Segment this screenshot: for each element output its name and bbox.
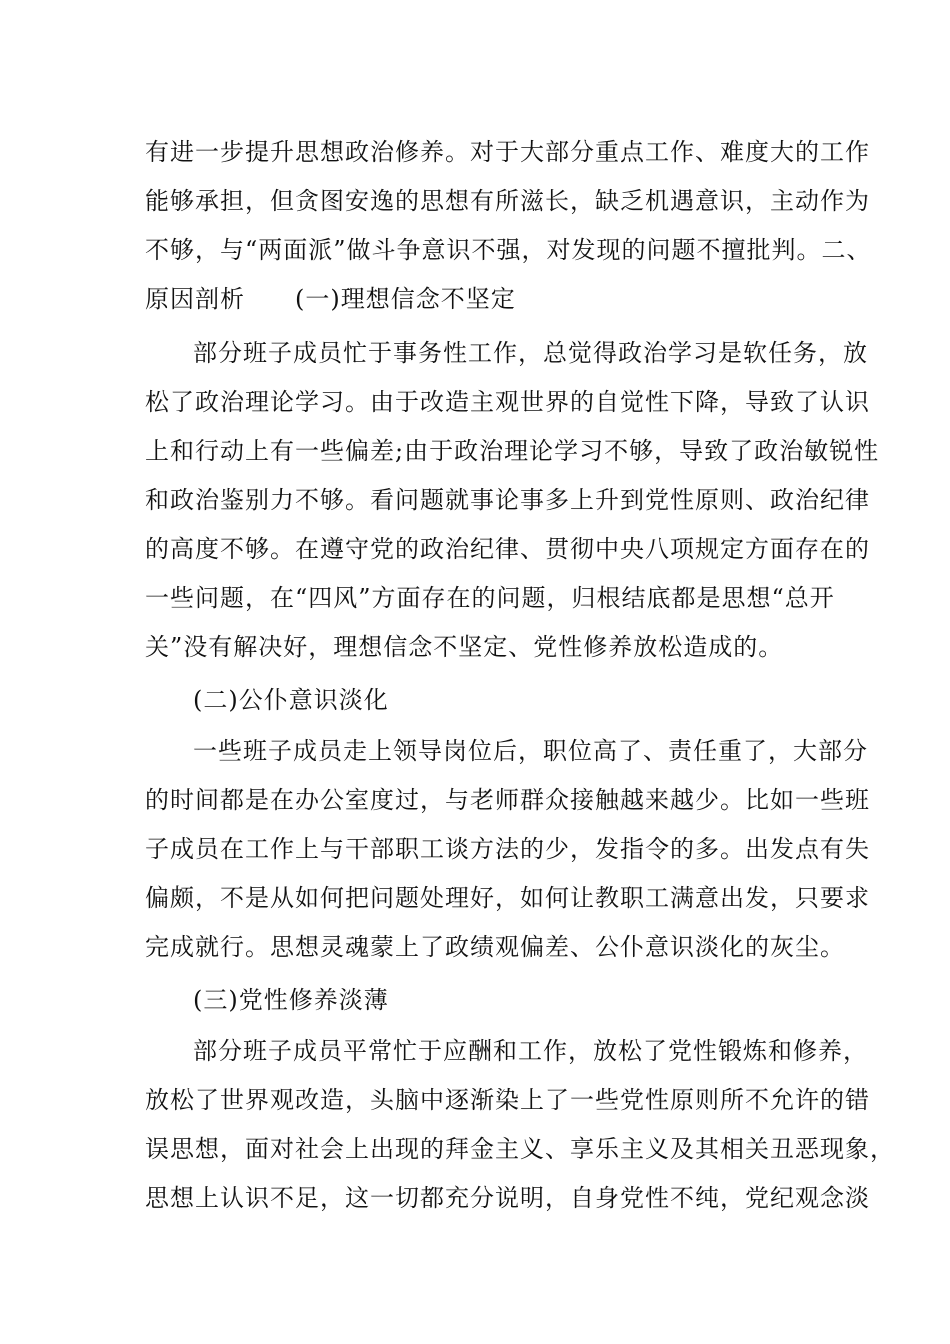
- text-line: 的高度不够。在遵守党的政治纪律、贯彻中央八项规定方面存在的: [145, 535, 870, 563]
- text-line: 上和行动上有一些偏差;由于政治理论学习不够，导致了政治敏锐性: [145, 437, 880, 465]
- text-line: 误思想，面对社会上出现的拜金主义、享乐主义及其相关丑恶现象，: [145, 1135, 895, 1163]
- text-line: 不够，与“两面派”做斗争意识不强，对发现的问题不擅批判。二、: [145, 236, 872, 264]
- text-line: 放松了世界观改造，头脑中逐渐染上了一些党性原则所不允许的错: [145, 1086, 870, 1114]
- section-heading-2: (二)公仆意识淡化: [193, 686, 389, 714]
- text-line: 的时间都是在办公室度过，与老师群众接触越来越少。比如一些班: [145, 786, 870, 814]
- paragraph-start: 部分班子成员平常忙于应酬和工作，放松了党性锻炼和修养，: [193, 1037, 868, 1065]
- text-line: 有进一步提升思想政治修养。对于大部分重点工作、难度大的工作: [145, 138, 870, 166]
- section-heading-1: 原因剖析 (一)理想信念不坚定: [145, 285, 516, 313]
- text-line: 松了政治理论学习。由于改造主观世界的自觉性下降，导致了认识: [145, 388, 870, 416]
- paragraph-start: 一些班子成员走上领导岗位后，职位高了、责任重了，大部分: [193, 737, 868, 765]
- text-line: 完成就行。思想灵魂蒙上了政绩观偏差、公仆意识淡化的灰尘。: [145, 933, 845, 961]
- paragraph-start: 部分班子成员忙于事务性工作，总觉得政治学习是软任务，放: [193, 339, 868, 367]
- text-line: 和政治鉴别力不够。看问题就事论事多上升到党性原则、政治纪律: [145, 486, 870, 514]
- text-line: 关”没有解决好，理想信念不坚定、党性修养放松造成的。: [145, 633, 784, 661]
- text-line: 一些问题，在“四风”方面存在的问题，归根结底都是思想“总开: [145, 584, 835, 612]
- section-heading-3: (三)党性修养淡薄: [193, 986, 389, 1014]
- text-line: 思想上认识不足，这一切都充分说明，自身党性不纯，党纪观念淡: [145, 1184, 870, 1212]
- text-line: 偏颇，不是从如何把问题处理好，如何让教职工满意出发，只要求: [145, 884, 870, 912]
- text-line: 能够承担，但贪图安逸的思想有所滋长，缺乏机遇意识，主动作为: [145, 187, 870, 215]
- text-line: 子成员在工作上与干部职工谈方法的少，发指令的多。出发点有失: [145, 835, 870, 863]
